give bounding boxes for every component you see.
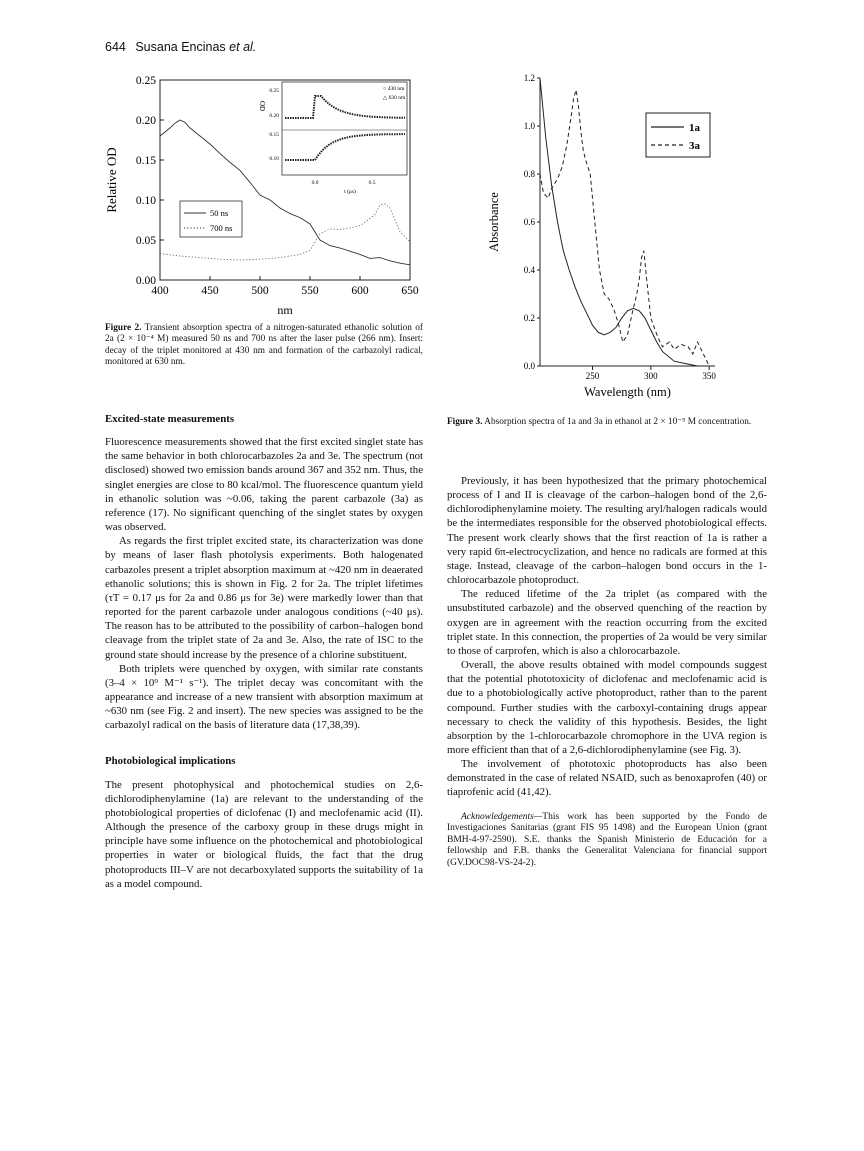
paragraph: Overall, the above results obtained with model compounds suggest that the potential phototoxicity of diclofenac and meclofenamic acid is due to a photobiologically active photoproduct, rather than to the parent compound. Further studies with the carboxyl-containing drugs appear necessary to check the validity of this hypothesis. Besides, the light absorption by the 1-chlorocarbazole chromophore in the UVA region is more efficient than that of a 2,6-dichlorodiphenylamine (see Fig. 3). — [447, 659, 767, 756]
y-axis-label: Absorbance — [487, 192, 501, 252]
right-column — [447, 474, 767, 870]
y-tick-label: 0.25 — [135, 75, 156, 87]
x-axis-label: nm — [277, 303, 293, 317]
x-tick-label: 550 — [301, 285, 319, 297]
x-tick-label: 500 — [251, 285, 269, 297]
y-tick-label: 1.0 — [523, 121, 535, 131]
legend-label: 3a — [689, 140, 700, 152]
y-tick-label: 1.2 — [523, 73, 535, 83]
legend-box — [646, 113, 710, 157]
header-etal: et al. — [229, 40, 257, 54]
y-tick-label: 0.6 — [523, 217, 535, 227]
y-tick-label: 0.00 — [135, 275, 156, 287]
figure-2 — [100, 68, 430, 318]
figure-2-caption — [105, 323, 423, 369]
legend-label: 50 ns — [210, 208, 229, 218]
inset-x-axis-label: t (μs) — [344, 189, 356, 195]
x-tick-label: 450 — [201, 285, 219, 297]
y-tick-label: 0.05 — [135, 235, 156, 247]
inset-y-tick-label: 0.10 — [269, 156, 279, 162]
paragraph: The reduced lifetime of the 2a triplet (as compared with the unsubstituted carbazole) and the observed quenching of the reaction by oxygen are in agreement with the reaction occurring from the excited triplet state. In this connection, the properties of 2a would be very similar to those of carprofen, which is also a chlorocarbazole. — [447, 588, 767, 657]
x-axis-label: Wavelength (nm) — [584, 385, 671, 399]
inset-legend-label: △ 630 nm — [383, 95, 406, 101]
figure-3 — [470, 68, 730, 408]
y-tick-label: 0.15 — [135, 155, 156, 167]
header-author: Susana Encinas — [135, 40, 226, 54]
inset-y-tick-label: 0.25 — [269, 88, 279, 94]
legend-label: 700 ns — [210, 223, 233, 233]
paragraph: Fluorescence measurements showed that the first excited singlet state has the same behavior in both chlorocarbazoles 2a and 3e. The spectrum (not disclosed) showed two emission bands around 367 and 352 nm. Thus, the singlet energies are close to 80 kcal/mol. The fluorescence quantum yield in ethanolic solution was ~0.06, taking the parent carbazole (3a) as reference (17). No significant quenching of the singlet states by oxygen was observed. — [105, 436, 423, 534]
page-number: 644 — [105, 40, 126, 54]
legend-label: 1a — [689, 122, 700, 134]
y-tick-label: 0.20 — [135, 115, 156, 127]
y-tick-label: 0.4 — [523, 265, 535, 275]
figure-2-caption-label: Figure 2. — [105, 323, 142, 333]
x-tick-label: 650 — [401, 285, 419, 297]
paragraph: The involvement of phototoxic photoproducts has also been demonstrated in the case of related NSAID, such as benoxaprofen (40) or tiaprofenic acid (41,42). — [447, 758, 767, 799]
left-column — [105, 412, 423, 891]
y-tick-label: 0.2 — [523, 313, 535, 323]
inset-y-tick-label: 0.20 — [269, 113, 279, 119]
inset-y-tick-label: 0.15 — [269, 132, 279, 138]
inset-x-tick-label: 0.5 — [368, 180, 376, 186]
x-tick-label: 350 — [702, 371, 716, 381]
y-tick-label: 0.8 — [523, 169, 535, 179]
x-tick-label: 400 — [151, 285, 169, 297]
paragraph: The present photophysical and photochemical studies on 2,6-dichlorodiphenylamine (1a) are relevant to the understanding of the photobiological properties of diclofenac (I) and meclofenamic acid (II). Although the presence of the carboxy group in these drugs might in principle have some influence on the photochemical and photobiological properties in water or biological fluids, the fact that the drug photoproducts III–V are not decarboxylated supports the suitability of 1a as a model compound. — [105, 778, 423, 890]
x-tick-label: 300 — [644, 371, 658, 381]
acknowledgements-label: Acknowledgements— — [461, 811, 543, 822]
y-tick-label: 0.10 — [135, 195, 156, 207]
figure-3-caption-label: Figure 3. — [447, 417, 483, 427]
paragraph: As regards the first triplet excited state, its characterization was done by means of laser flash photolysis experiments. Both halogenated carbazoles present a triplet absorption maximum at ~420 nm in deaerated ethanolic solutions; this is shown in Fig. 2 for 2a. The triplet lifetimes (τT = 0.17 μs for 2a and 0.86 μs for 3e) were markedly lower than that reported for the parent carbazole under analogous conditions (~40 μs). The reason has to be attributed to the possibility of carbon–halogen bond cleavage from the triplet state of 2a and 3e. Also, the rate of ISC to the ground state should increase by the presence of a chlorine substituent. — [105, 535, 423, 661]
figure-3-caption-text: Absorption spectra of 1a and 3a in ethanol at 2 × 10⁻⁵ M concentration. — [484, 417, 752, 427]
y-axis-label: Relative OD — [104, 147, 119, 213]
paragraph: Both triplets were quenched by oxygen, with similar rate constants (3–4 × 10⁹ M⁻¹ s⁻¹). The triplet decay was concomitant with the appearance and increase of a new transient with absorption maximum at ~630 nm (see Fig. 2 and insert). The new species was assigned to be the carbazolyl radical on the basis of literature data (17,38,39). — [105, 662, 423, 732]
x-tick-label: 600 — [351, 285, 369, 297]
section-heading-photobiological: Photobiological implications — [105, 755, 236, 768]
figure-2-caption-text: Transient absorption spectra of a nitrogen-saturated ethanolic solution of 2a (2 × 10⁻⁴ M) measured 50 ns and 700 ns after the laser pulse (266 nm). Insert: decay of the triplet monitored at 430 nm and formation of the carbazolyl radical, monitored at 630 nm. — [105, 323, 424, 368]
acknowledgements-text: This work has been supported by the Fondo de Investigaciones Sanitarias (grant FIS 95 1498) and the European Union (grant BMH-4-97-2590). S.E. thanks the Spanish Ministerio de Educación for a fellowship and F.B. thanks the Generalitat Valenciana for financial support (GV.DOC98-VS-24-2). — [447, 811, 767, 868]
figure-3-caption — [447, 417, 767, 428]
inset-y-axis-label: OD — [258, 100, 266, 112]
running-header — [105, 40, 256, 54]
y-tick-label: 0.0 — [523, 361, 535, 371]
acknowledgements — [447, 812, 767, 870]
inset-x-tick-label: 0.0 — [311, 180, 319, 186]
inset-legend-label: ○ 430 nm — [383, 86, 405, 92]
x-tick-label: 250 — [585, 371, 600, 381]
figure-2-chart — [100, 68, 430, 318]
figure-3-chart — [470, 68, 730, 408]
section-heading-excited-state: Excited-state measurements — [105, 413, 235, 425]
paragraph: Previously, it has been hypothesized that the primary photochemical process of I and II is cleavage of the carbon–halogen bond of the 2,6-dichlorodiphenylamine moiety. The resulting aryl/halogen radicals would be the intermediates responsible for the observed photobiological effects. The present work clearly shows that the first reaction of 1a is rather a very rapid 6π-electrocyclization, and hence no radicals are formed at this stage. Instead, cleavage of the carbon–halogen bond occurs in the 1-chlorocarbazole photoproduct. — [447, 475, 767, 587]
